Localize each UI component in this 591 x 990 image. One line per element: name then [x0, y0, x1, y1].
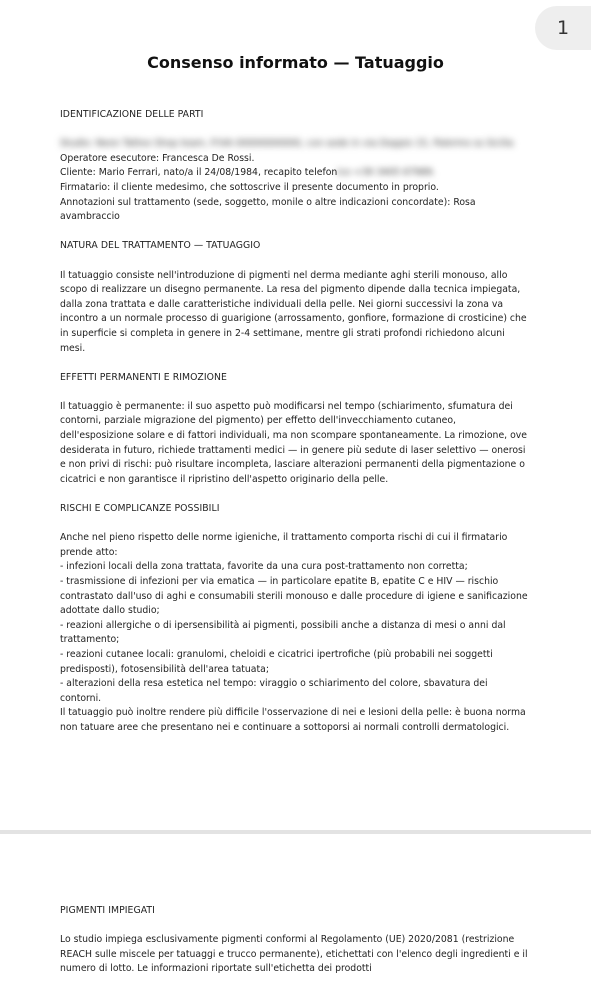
pigmenti-paragraph: Lo studio impiega esclusivamente pigmenti conformi al Regolamento (UE) 2020/2081 (restrizione REACH sulle miscele per tatuaggi e trucco permanente), etichettati con l'elenco degli ingredienti e il numero di lotto. Le informazioni riportate sull'etichetta dei prodotti	[60, 934, 528, 975]
document-title: Consenso informato — Tatuaggio	[147, 53, 444, 72]
rischi-item-trasmissione: - trasmissione di infezioni per via ematica — in particolare epatite B, epatite C e HIV — rischio contrastato dall'uso di aghi e consumabili sterili monouso e dalle procedure di igiene e sanificazione adottate dallo studio;	[60, 576, 528, 617]
section-heading-natura: NATURA DEL TRATTAMENTO — TATUAGGIO	[60, 240, 261, 252]
page-1-content	[60, 108, 530, 750]
rischi-intro: Anche nel pieno rispetto delle norme igieniche, il trattamento comporta rischi di cui il firmatario prende atto:	[60, 532, 508, 558]
operatore-line: Operatore esecutore: Francesca De Rossi.	[60, 152, 255, 164]
cliente-line	[60, 166, 530, 181]
rischi-item-alterazioni: - alterazioni della resa estetica nel tempo: viraggio o schiarimento del colore, sbavatura dei contorni.	[60, 678, 488, 704]
page-2-content	[60, 904, 530, 990]
rischi-item-infezioni: - infezioni locali della zona trattata, favorite da una cura post-trattamento non corretta;	[60, 561, 468, 573]
document-page-2	[0, 834, 591, 990]
effetti-paragraph: Il tatuaggio è permanente: il suo aspetto può modificarsi nel tempo (schiarimento, sfumatura dei contorni, parziale migrazione del pigmento) per effetto dell'invecchiamento cutaneo, dell'esposizione solare e di fattori individuali, ma non scompare spontaneamente. La rimozione, ove desiderata in futuro, richiede trattamenti medici — in genere più sedute di laser selettivo — onerosi e non privi di rischi: può risultare incompleta, lasciare alterazioni permanenti della pigmentazione o cicatrici e non garantisce il ripristino dell'aspetto originario della pelle.	[60, 400, 527, 485]
studio-line-redacted: Studio: Neon Tattoo Shop team, P.IVA 00000000000, con sede in via Doppio 15, Palermo ss Sicilia	[60, 138, 514, 150]
section-heading-pigmenti: PIGMENTI IMPIEGATI	[60, 905, 155, 916]
cliente-phone-redacted: ico +39 3405 67989.	[337, 167, 436, 179]
rischi-item-allergie: - reazioni allergiche o di ipersensibilità ai pigmenti, possibili anche a distanza di mesi o anni dal trattamento;	[60, 619, 506, 646]
page-number-badge: 1	[535, 6, 591, 50]
section-heading-rischi: RISCHI E COMPLICANZE POSSIBILI	[60, 503, 220, 515]
annotazioni-line: Annotazioni sul trattamento (sede, soggetto, monile o altre indicazioni concordate): Rosa avambraccio	[60, 196, 476, 223]
section-heading-effetti: EFFETTI PERMANENTI E RIMOZIONE	[60, 371, 227, 383]
parti-block	[60, 137, 530, 225]
section-heading-parti: IDENTIFICAZIONE DELLE PARTI	[60, 109, 204, 120]
rischi-item-reazioni-cutanee: - reazioni cutanee locali: granulomi, cheloidi e cicatrici ipertrofiche (più probabili nei soggetti predisposti), fotosensibilità dell'area tatuata;	[60, 648, 493, 675]
firmatario-line: Firmatario: il cliente medesimo, che sottoscrive il presente documento in proprio.	[60, 181, 439, 193]
rischi-block	[60, 531, 530, 735]
natura-paragraph: Il tatuaggio consiste nell'introduzione di pigmenti nel derma mediante aghi sterili monouso, allo scopo di realizzare un disegno permanente. La resa del pigmento dipende dalla tecnica impiegata, dalla zona trattata e dalle caratteristiche individuali della pelle. Nei giorni successivi la zona va incontro a un normale processo di guarigione (arrossamento, gonfiore, formazione di crosticine) che in superficie si completa in genere in 2-4 settimane, mentre gli strati profondi richiedono alcuni mesi.	[60, 269, 527, 354]
rischi-closing: Il tatuaggio può inoltre rendere più difficile l'osservazione di nei e lesioni della pelle: è buona norma non tatuare aree che presentano nei e continuare a sottoporsi ai normali controlli dermatologici.	[60, 707, 526, 733]
cliente-text: Cliente: Mario Ferrari, nato/a il 24/08/1984, recapito telefon	[60, 167, 338, 179]
